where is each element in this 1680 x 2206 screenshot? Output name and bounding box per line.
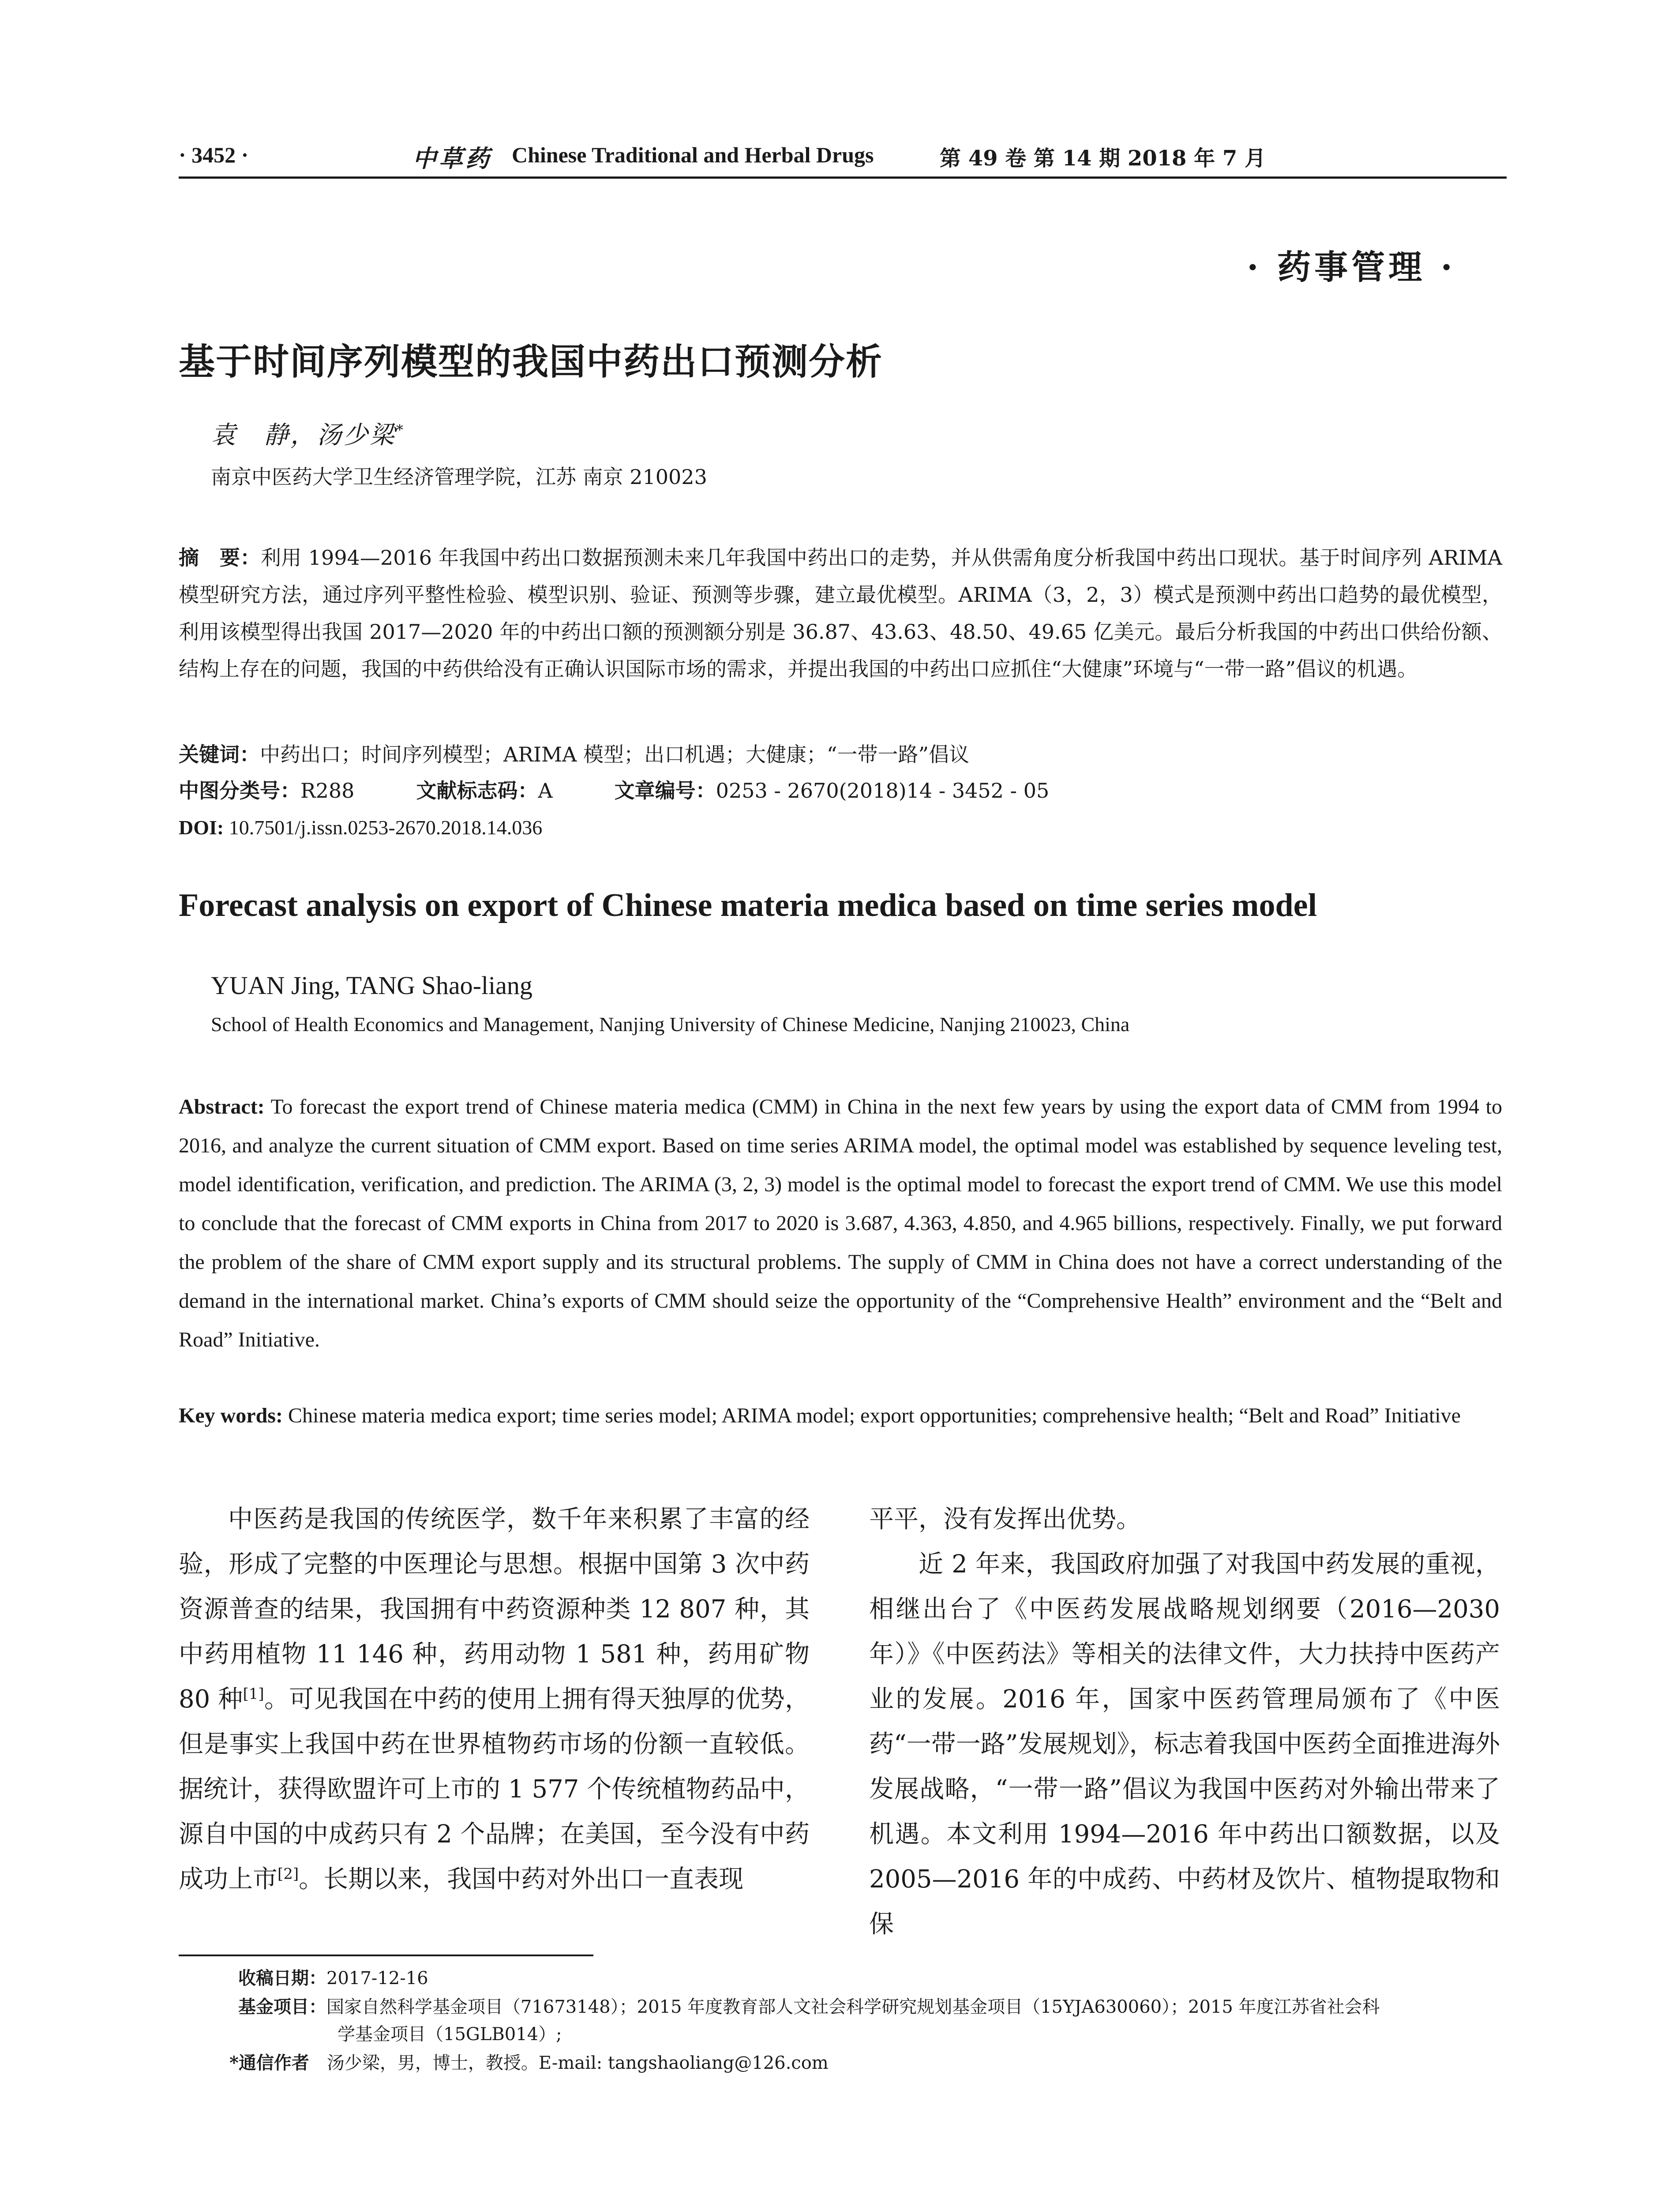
keywords-en bbox=[179, 1396, 1502, 1435]
article-id-value: 0253 - 2670(2018)14 - 3452 - 05 bbox=[716, 779, 1050, 803]
body-paragraph bbox=[179, 1497, 810, 1902]
doi-value: 10.7501/j.issn.0253-2670.2018.14.036 bbox=[224, 816, 543, 839]
body-text: 。长期以来，我国中药对外出口一直表现 bbox=[299, 1865, 744, 1894]
citation-2: [2] bbox=[278, 1865, 299, 1883]
footnote-corresponding bbox=[229, 2049, 829, 2077]
authors-en: YUAN Jing, TANG Shao-liang bbox=[211, 971, 532, 1000]
funding-text-1: 国家自然科学基金项目（71673148）；2015 年度教育部人文社会科学研究规划基金项目（15YJA630060）；2015 年度江苏省社会科 bbox=[326, 1997, 1380, 2017]
affiliation-cn: 南京中医药大学卫生经济管理学院，江苏 南京 210023 bbox=[211, 465, 707, 489]
classification-line bbox=[179, 773, 1502, 808]
keywords-en-label: Key words: bbox=[179, 1404, 283, 1427]
footnote-received bbox=[238, 1965, 428, 1992]
clc-value: R288 bbox=[300, 779, 355, 803]
body-paragraph: 近 2 年来，我国政府加强了对我国中药发展的重视，相继出台了《中医药发展战略规划纲要（2016—2030 年）》《中医药法》等相关的法律文件，大力扶持中医药产业的发展。2016 年，国家中医药管理局颁布了《中医药“一带一路”发展规划》，标志着我国中医药全面推进海外发展战略，“一带一路”倡议为我国中医药对外输出带来了机遇。本文利用 1994—2016 年中药出口额数据，以及 2005—2016 年的中成药、中药材及饮片、植物提取物和保 bbox=[869, 1550, 1500, 1939]
citation-1: [1] bbox=[243, 1685, 264, 1703]
title-en: Forecast analysis on export of Chinese materia medica based on time series model bbox=[179, 887, 1317, 923]
section-label: · 药事管理 · bbox=[1247, 248, 1456, 287]
journal-name-cn: 中草药 bbox=[412, 144, 492, 173]
keywords-cn-text: 中药出口；时间序列模型；ARIMA 模型；出口机遇；大健康；“一带一路”倡议 bbox=[260, 743, 970, 766]
abstract-en bbox=[179, 1088, 1502, 1359]
authors-cn-names: 袁 静，汤少梁 bbox=[211, 421, 396, 450]
doi-line bbox=[179, 810, 1502, 845]
body-column-right bbox=[869, 1497, 1500, 1947]
title-cn: 基于时间序列模型的我国中药出口预测分析 bbox=[179, 341, 883, 383]
footnote-funding bbox=[238, 1993, 1504, 2048]
body-column-left bbox=[179, 1497, 810, 1902]
keywords-cn bbox=[179, 737, 1502, 772]
doi-label: DOI: bbox=[179, 816, 224, 839]
abstract-en-text: To forecast the export trend of Chinese materia medica (CMM) in China in the next few years by using the export data of CMM from 1994 to 2016, and analyze the current situation of CMM export. Based on time series ARIMA model, the optimal model was established by sequence leveling test, model identification, verification, and prediction. The ARIMA (3, 2, 3) model is the optimal model to forecast the export trend of CMM. We use this model to conclude that the forecast of CMM exports in China from 2017 to 2020 is 3.687, 4.363, 4.850, and 4.965 billions, respectively. Finally, we put forward the problem of the share of CMM export supply and its structural problems. The supply of CMM in China does not have a correct understanding of the demand in the international market. China’s exports of CMM should seize the opportunity of the “Comprehensive Health” environment and the “Belt and Road” Initiative. bbox=[179, 1095, 1502, 1351]
abstract-en-label: Abstract: bbox=[179, 1095, 265, 1118]
body-text: 中医药是我国的传统医学，数千年来积累了丰富的经验，形成了完整的中医理论与思想。根据中国第 3 次中药资源普查的结果，我国拥有中药资源种类 12 807 种，其中药用植物 11 146 种，药用动物 1 581 种，药用矿物 80 种 bbox=[179, 1505, 810, 1714]
page-number: · 3452 · bbox=[179, 143, 249, 167]
body-text: 。可见我国在中药的使用上拥有得天独厚的优势，但是事实上我国中药在世界植物药市场的份额一直较低。据统计，获得欧盟许可上市的 1 577 个传统植物药品中，源自中国的中成药只有 2 个品牌；在美国，至今没有中药成功上市 bbox=[179, 1685, 810, 1894]
journal-name-en: Chinese Traditional and Herbal Drugs bbox=[512, 143, 874, 167]
received-label: 收稿日期： bbox=[238, 1968, 326, 1988]
corresponding-label: *通信作者 bbox=[229, 2052, 309, 2073]
received-date: 2017-12-16 bbox=[326, 1968, 428, 1988]
header-rule bbox=[179, 176, 1507, 179]
clc-label: 中图分类号： bbox=[179, 779, 300, 803]
body-paragraph: 平平，没有发挥出优势。 bbox=[869, 1505, 1141, 1534]
funding-label: 基金项目： bbox=[238, 1996, 326, 2017]
doc-code-value: A bbox=[538, 779, 553, 803]
footnote-rule bbox=[179, 1955, 593, 1956]
keywords-en-text: Chinese materia medica export; time series model; ARIMA model; export opportunities; comprehensive health; “Belt and Road” Initiative bbox=[282, 1404, 1461, 1427]
corresponding-text: 汤少梁，男，博士，教授。E-mail: tangshaoliang@126.com bbox=[309, 2053, 829, 2073]
affiliation-en: School of Health Economics and Management, Nanjing University of Chinese Medicine, Nanjing 210023, China bbox=[211, 1013, 1130, 1035]
abstract-cn-label: 摘 要： bbox=[179, 546, 261, 570]
keywords-cn-label: 关键词： bbox=[179, 743, 260, 766]
funding-text-2: 学基金项目（15GLB014）; bbox=[338, 2024, 562, 2045]
corresponding-mark: * bbox=[396, 421, 405, 439]
abstract-cn bbox=[179, 539, 1502, 687]
article-id-label: 文章编号： bbox=[614, 779, 716, 803]
abstract-cn-text: 利用 1994—2016 年我国中药出口数据预测未来几年我国中药出口的走势，并从供需角度分析我国中药出口现状。基于时间序列 ARIMA 模型研究方法，通过序列平整性检验、模型识别、验证、预测等步骤，建立最优模型。ARIMA（3，2，3）模式是预测中药出口趋势的最优模型，利用该模型得出我国 2017—2020 年的中药出口额的预测额分别是 36.87、43.63、48.50、49.65 亿美元。最后分析我国的中药出口供给份额、结构上存在的问题，我国的中药供给没有正确认识国际市场的需求，并提出我国的中药出口应抓住“大健康”环境与“一带一路”倡议的机遇。 bbox=[179, 546, 1502, 681]
issue-info: 第 49 卷 第 14 期 2018 年 7 月 bbox=[940, 146, 1266, 171]
doc-code-label: 文献标志码： bbox=[416, 779, 538, 803]
authors-cn bbox=[211, 416, 405, 451]
